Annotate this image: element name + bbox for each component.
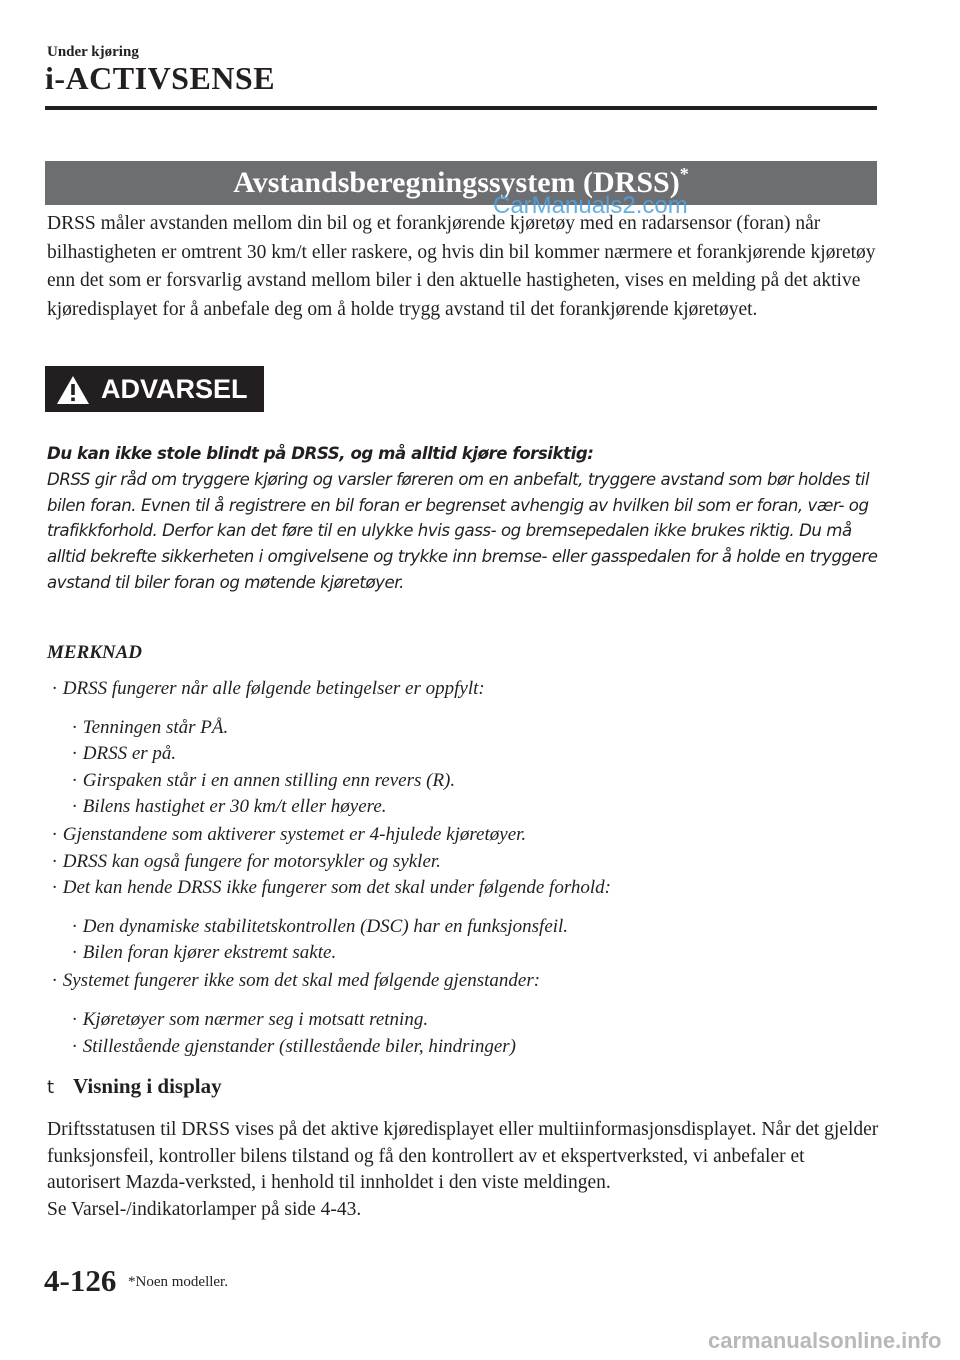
bullet-icon: ·	[72, 942, 77, 963]
warning-triangle-icon	[55, 374, 91, 406]
bullet-icon: ·	[72, 1009, 77, 1030]
section-title: Avstandsberegningssystem (DRSS)	[233, 166, 680, 199]
bullet-icon: ·	[72, 916, 77, 937]
note-item-text: Stillestående gjenstander (stillestående biler, hindringer)	[82, 1036, 516, 1057]
note-subitem	[72, 916, 568, 938]
footnote-marker: *	[679, 164, 689, 184]
note-item-text: DRSS fungerer når alle følgende betingelser er oppfylt:	[62, 678, 485, 699]
warning-badge	[45, 366, 264, 412]
bullet-icon: ·	[72, 717, 77, 738]
note-item	[52, 678, 485, 700]
note-item	[52, 970, 540, 992]
note-item-text: Det kan hende DRSS ikke fungerer som det skal under følgende forhold:	[62, 877, 611, 898]
bullet-icon: ·	[52, 970, 57, 991]
bullet-icon: ·	[72, 743, 77, 764]
note-item-text: Bilens hastighet er 30 km/t eller høyere.	[82, 796, 387, 817]
note-item-text: DRSS er på.	[82, 743, 177, 764]
note-item-text: Tenningen står PÅ.	[82, 717, 229, 738]
watermark: CarManuals2.com	[493, 192, 688, 219]
note-item-text: Den dynamiske stabilitetskontrollen (DSC) har en funksjonsfeil.	[82, 916, 569, 937]
note-subitem	[72, 942, 336, 964]
note-subitem	[72, 1009, 428, 1031]
bullet-icon: ·	[72, 796, 77, 817]
note-item	[52, 824, 526, 846]
note-item	[52, 877, 611, 899]
header-rule	[45, 106, 877, 110]
warning-heading: Du kan ikke stole blindt på DRSS, og må alltid kjøre forsiktig:	[47, 444, 594, 463]
page-number: 4-126	[44, 1263, 117, 1298]
note-subitem	[72, 770, 455, 792]
warning-body: DRSS gir råd om tryggere kjøring og varsler føreren om en anbefalt, tryggere avstand som bør holdes til bilen foran. Evnen til å registrere en bil foran er begrenset avhengig av hvilken bil som er foran, vær- og trafikkforhold. Derfor kan det føre til en ulykke hvis gass- og bremsepedalen ikke brukes riktig. Du må alltid bekrefte sikkerheten i omgivelsene og trykke inn bremse- eller gasspedalen for å holde en tryggere avstand til biler foran og møtende kjøretøyer.	[47, 469, 878, 592]
note-subitem	[72, 1036, 516, 1058]
note-item-text: Bilen foran kjører ekstremt sakte.	[82, 942, 337, 963]
section-label: Under kjøring	[47, 44, 139, 60]
note-item-text: DRSS kan også fungere for motorsykler og sykler.	[62, 851, 441, 872]
bullet-icon: ·	[52, 851, 57, 872]
bullet-icon: ·	[52, 678, 57, 699]
section-title-bar	[45, 161, 877, 205]
page-reference-link[interactable]: Se Varsel-/indikatorlamper på side 4-43.	[47, 1198, 362, 1220]
subsection-marker-icon: t	[47, 1077, 55, 1098]
site-watermark: carmanualsonline.info	[708, 1328, 942, 1353]
note-subitem	[72, 717, 228, 739]
bullet-icon: ·	[52, 877, 57, 898]
intro-paragraph: DRSS måler avstanden mellom din bil og et forankjørende kjøretøy med en radarsensor (foran) når bilhastigheten er omtrent 30 km/t eller raskere, og hvis din bil kommer nærmere et forankjørende kjøretøy enn det som er forsvarlig avstand mellom biler i den aktuelle hastigheten, vises en melding på det aktive kjøredisplayet for å anbefale deg om å holde trygg avstand til det forankjørende kjøretøyet.	[47, 213, 876, 320]
note-item-text: Girspaken står i en annen stilling enn revers (R).	[82, 770, 456, 791]
note-item-text: Systemet fungerer ikke som det skal med følgende gjenstander:	[62, 970, 541, 991]
note-item-text: Kjøretøyer som nærmer seg i motsatt retning.	[82, 1009, 429, 1030]
bullet-icon: ·	[72, 770, 77, 791]
note-item	[52, 851, 441, 873]
subsection-heading: Visning i display	[73, 1074, 222, 1098]
bullet-icon: ·	[52, 824, 57, 845]
warning-text	[47, 441, 887, 596]
note-item-text: Gjenstandene som aktiverer systemet er 4-hjulede kjøretøyer.	[62, 824, 527, 845]
bullet-icon: ·	[72, 1036, 77, 1057]
display-section-body	[47, 1117, 882, 1223]
note-heading: MERKNAD	[47, 642, 143, 663]
note-subitem	[72, 796, 387, 818]
warning-label: ADVARSEL	[101, 374, 248, 404]
note-subitem	[72, 743, 176, 765]
chapter-title: i-ACTIVSENSE	[45, 60, 276, 96]
footnote: *Noen modeller.	[128, 1274, 228, 1290]
display-paragraph: Driftsstatusen til DRSS vises på det aktive kjøredisplayet eller multiinformasjonsdisplayet. Når det gjelder funksjonsfeil, kontroller bilens tilstand og få den kontrollert av et ekspertverksted, vi anbefaler et autorisert Mazda-verksted, i henhold til innholdet i den viste meldingen.	[47, 1119, 879, 1194]
